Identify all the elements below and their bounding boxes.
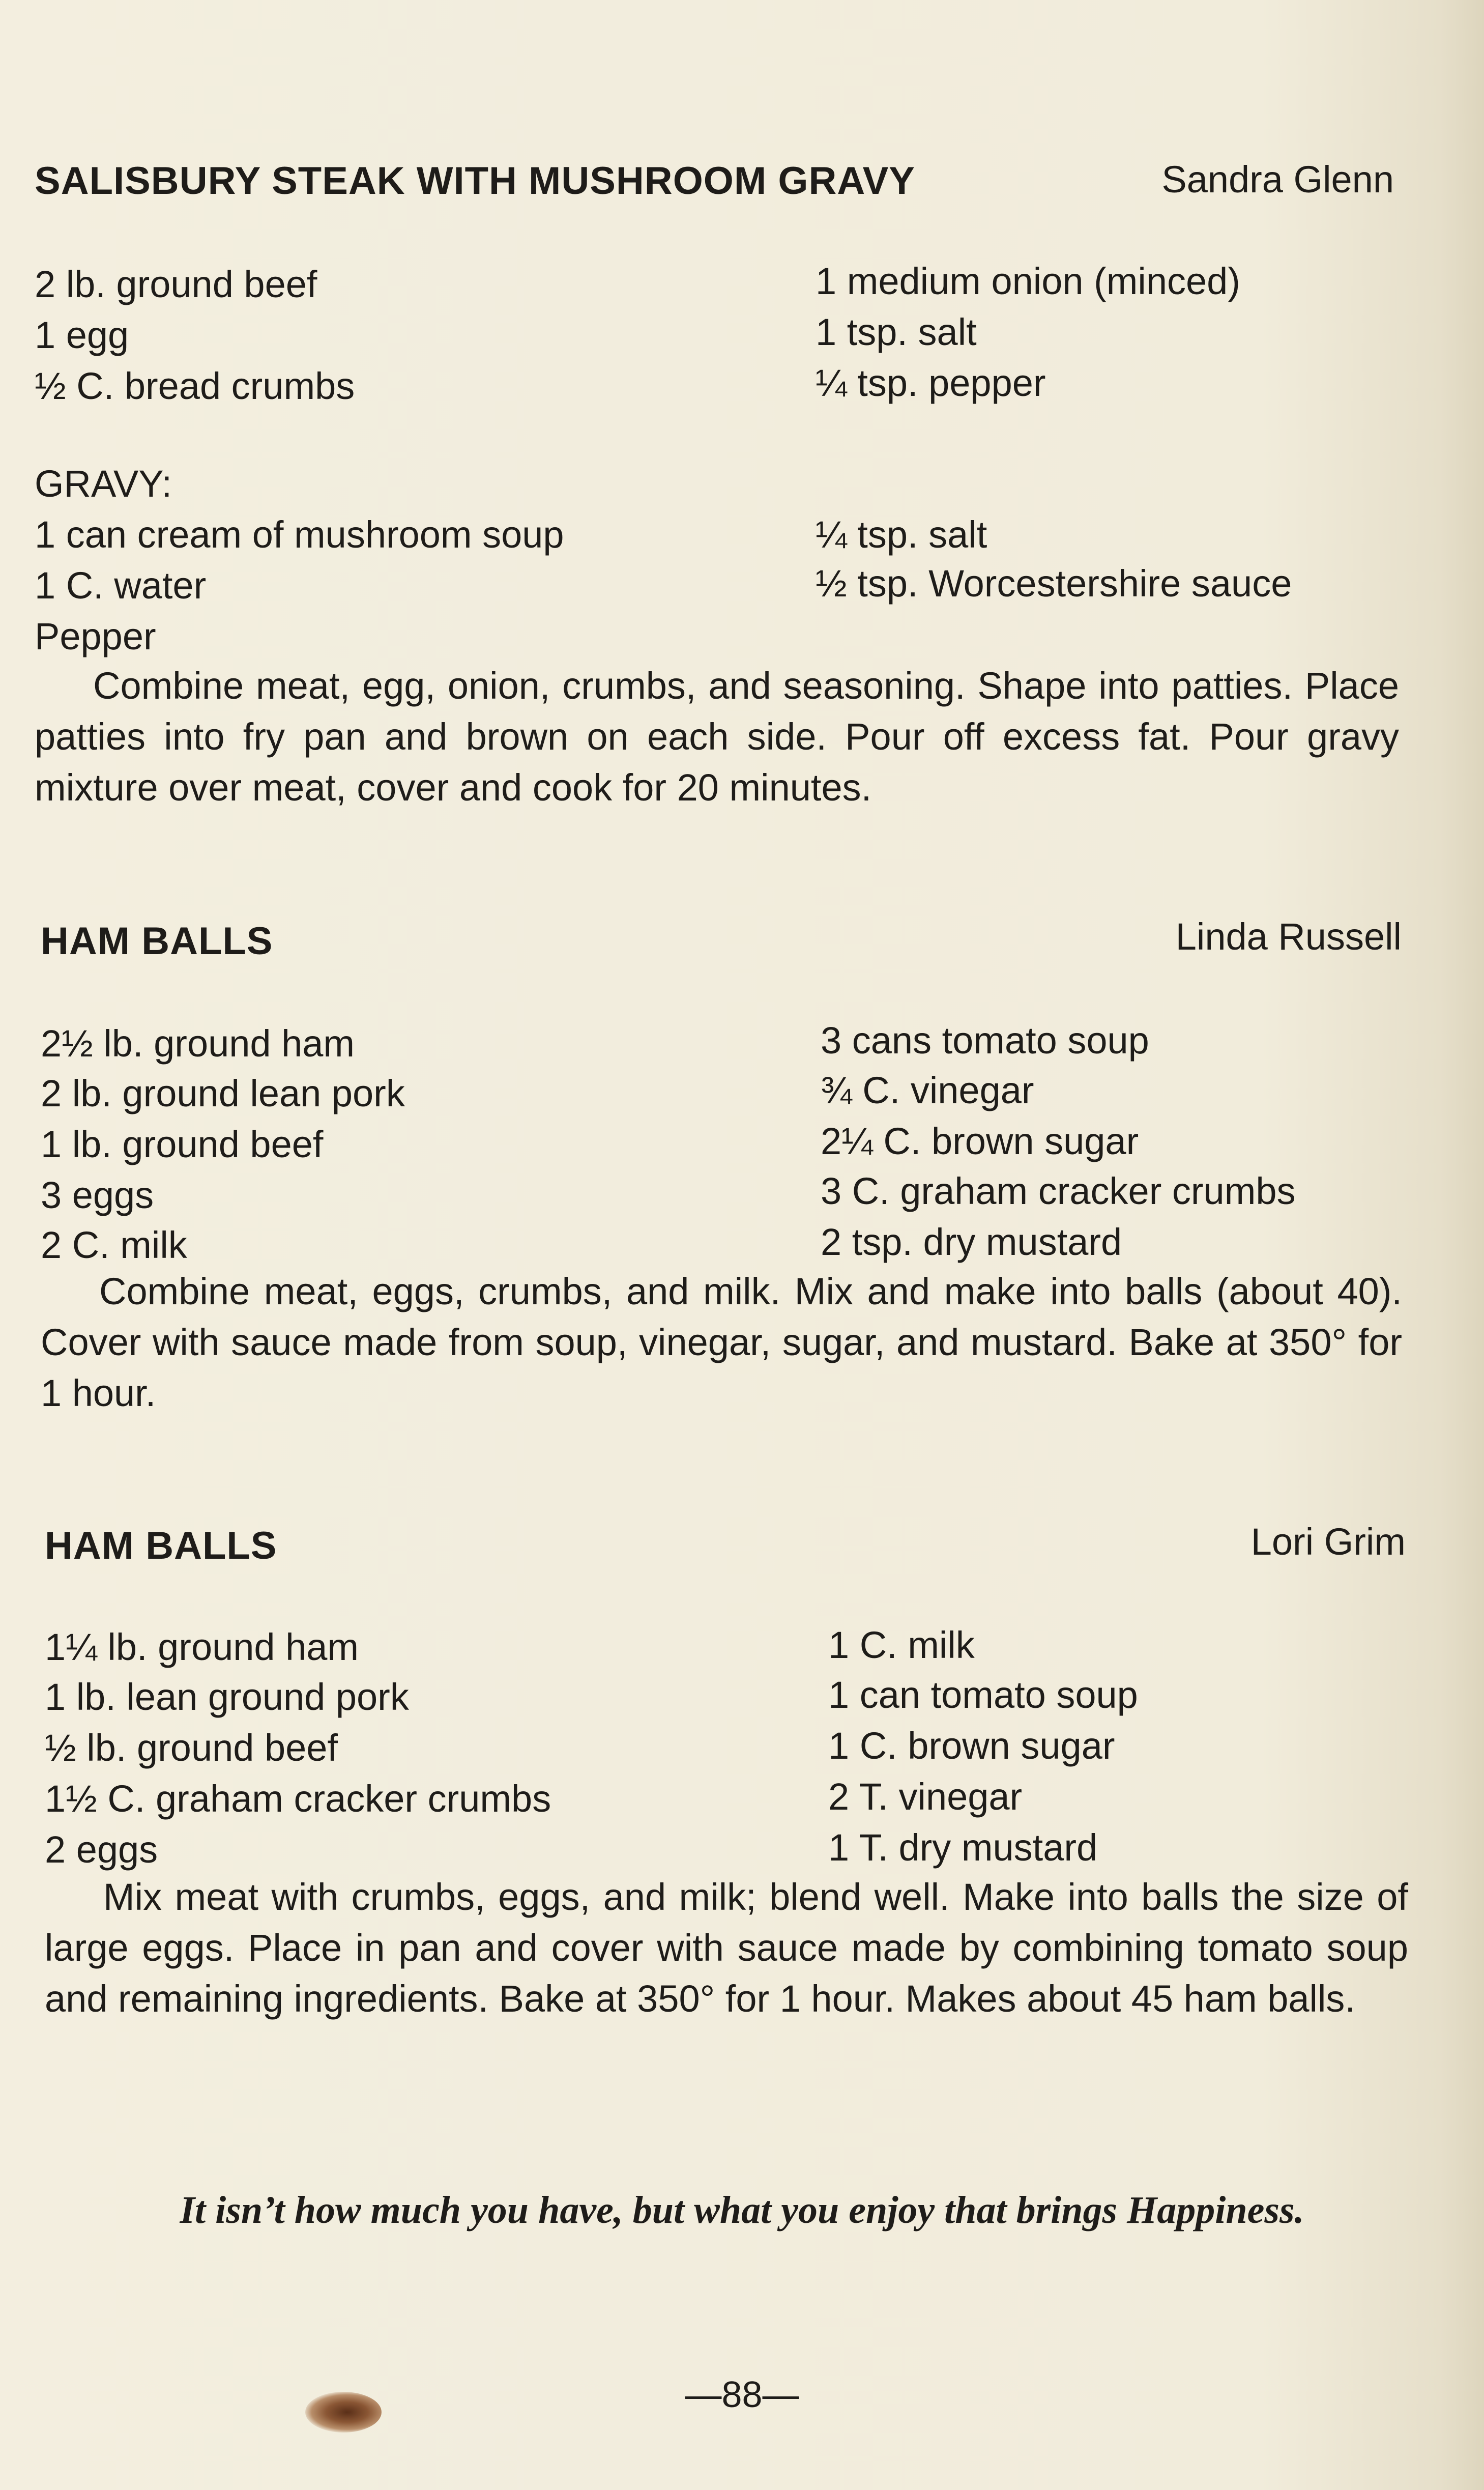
ingredient: 1 can tomato soup <box>828 1674 1138 1716</box>
ingredient: 2 tsp. dry mustard <box>821 1221 1122 1263</box>
ingredient: ¾ C. vinegar <box>821 1069 1034 1111</box>
ingredient: 1 can cream of mushroom soup <box>35 513 564 556</box>
ingredient: 2 lb. ground lean pork <box>41 1072 405 1114</box>
directions: Combine meat, eggs, crumbs, and milk. Mix and make into balls (about 40). Cover with sauce made from soup, vinegar, sugar, and mustard. Bake at 350° for 1 hour. <box>41 1270 1402 1414</box>
ingredient: 1 C. milk <box>828 1624 975 1666</box>
ingredient: 1 egg <box>35 314 129 356</box>
ingredient: 3 C. graham cracker crumbs <box>821 1170 1296 1212</box>
recipe-author: Sandra Glenn <box>1161 158 1394 201</box>
ingredient: 2½ lb. ground ham <box>41 1022 355 1065</box>
closing-quote: It isn’t how much you have, but what you enjoy that brings Happiness. <box>180 2189 1304 2231</box>
recipe-title: SALISBURY STEAK WITH MUSHROOM GRAVY <box>35 159 915 203</box>
ingredient: 3 eggs <box>41 1174 154 1216</box>
ingredient: 1 medium onion (minced) <box>816 260 1240 302</box>
ingredient: 1 lb. ground beef <box>41 1123 324 1165</box>
ingredient: ½ tsp. Worcestershire sauce <box>816 562 1292 605</box>
subheading-gravy: GRAVY: <box>35 463 172 505</box>
ingredient: 1 tsp. salt <box>816 311 977 353</box>
page-number: —88— <box>685 2374 799 2415</box>
directions: Mix meat with crumbs, eggs, and milk; blend well. Make into balls the size of large eggs. Place in pan and cover with sauce made by combining tomato soup and remaining ingredients. Bake at 350° for 1 hour. Makes about 45 ham balls. <box>45 1876 1408 2020</box>
ingredient: 1½ C. graham cracker crumbs <box>45 1778 551 1820</box>
ingredient: 3 cans tomato soup <box>821 1019 1149 1062</box>
ingredient: 1 C. water <box>35 564 207 607</box>
recipe-title: HAM BALLS <box>41 920 273 963</box>
ingredient: 2 lb. ground beef <box>35 263 317 305</box>
ingredient: 2 eggs <box>45 1828 158 1871</box>
ingredient: 2 C. milk <box>41 1224 187 1266</box>
ingredient: ¼ tsp. salt <box>816 513 987 556</box>
recipe-author: Lori Grim <box>1250 1521 1406 1563</box>
ingredient: 2¼ C. brown sugar <box>821 1120 1139 1162</box>
ingredient: 1 T. dry mustard <box>828 1826 1098 1869</box>
ingredient: ½ C. bread crumbs <box>35 365 355 407</box>
paper-stain <box>305 2392 382 2432</box>
directions: Combine meat, egg, onion, crumbs, and seasoning. Shape into patties. Place patties into fry pan and brown on each side. Pour off excess fat. Pour gravy mixture over meat, cover and cook for 20 minutes. <box>35 665 1399 809</box>
ingredient: ½ lb. ground beef <box>45 1727 338 1769</box>
ingredient: 2 T. vinegar <box>828 1776 1023 1818</box>
ingredient: ¼ tsp. pepper <box>816 362 1046 404</box>
ingredient: 1 C. brown sugar <box>828 1725 1115 1767</box>
recipe-author: Linda Russell <box>1175 915 1402 958</box>
ingredient: 1¼ lb. ground ham <box>45 1626 359 1668</box>
recipe-title: HAM BALLS <box>45 1524 277 1567</box>
ingredient: Pepper <box>35 615 156 657</box>
ingredient: 1 lb. lean ground pork <box>45 1676 409 1718</box>
